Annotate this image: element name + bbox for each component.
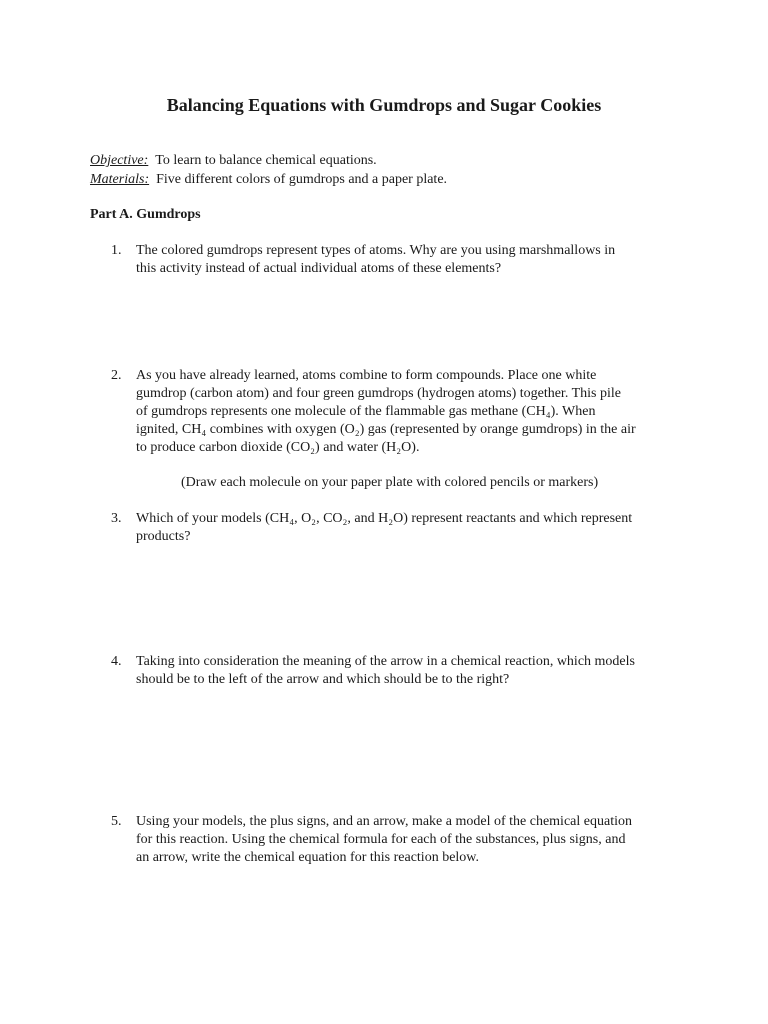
question-2-text	[136, 367, 681, 457]
question-2-number: 2.	[111, 368, 122, 383]
materials-line	[90, 171, 447, 189]
question-2-line: of gumdrops represents one molecule of the flammable gas methane (CH₄). When	[136, 404, 596, 419]
question-5-line: for this reaction. Using the chemical formula for each of the substances, plus signs, and	[136, 832, 626, 847]
question-5-text	[136, 813, 681, 867]
question-2-line: ignited, CH₄ combines with oxygen (O₂) gas (represented by orange gumdrops) in the air	[136, 422, 636, 437]
question-2-line: As you have already learned, atoms combine to form compounds. Place one white	[136, 368, 597, 383]
materials-label: Materials:	[90, 172, 150, 187]
question-5-number: 5.	[111, 814, 122, 829]
objective-text: To learn to balance chemical equations.	[155, 153, 377, 168]
page-title: Balancing Equations with Gumdrops and Sugar Cookies	[166, 95, 602, 115]
question-3-line: Which of your models (CH₄, O₂, CO₂, and H₂O) represent reactants and which represent	[136, 511, 633, 526]
question-1-number: 1.	[111, 243, 122, 258]
part-a-heading: Part A. Gumdrops	[90, 207, 201, 222]
question-1-line: The colored gumdrops represent types of atoms. Why are you using marshmallows in	[136, 243, 616, 258]
draw-instruction-note: (Draw each molecule on your paper plate with colored pencils or markers)	[181, 475, 599, 490]
question-2-line: gumdrop (carbon atom) and four green gumdrops (hydrogen atoms) together. This pile	[136, 386, 621, 401]
question-4-text	[136, 653, 681, 689]
objective-line	[90, 152, 377, 170]
objective-label: Objective:	[90, 153, 149, 168]
materials-text: Five different colors of gumdrops and a paper plate.	[156, 172, 448, 187]
question-5-line: Using your models, the plus signs, and an arrow, make a model of the chemical equation	[136, 814, 632, 829]
question-1-text	[136, 242, 681, 278]
question-5-line: an arrow, write the chemical equation for this reaction below.	[136, 850, 479, 865]
question-4-line: should be to the left of the arrow and which should be to the right?	[136, 672, 510, 687]
question-3-number: 3.	[111, 511, 122, 526]
question-1-line: this activity instead of actual individual atoms of these elements?	[136, 261, 502, 276]
question-3-line: products?	[136, 529, 191, 544]
question-4-line: Taking into consideration the meaning of the arrow in a chemical reaction, which models	[136, 654, 635, 669]
question-2-line: to produce carbon dioxide (CO₂) and water (H₂O).	[136, 440, 420, 455]
question-3-text	[136, 510, 681, 546]
question-4-number: 4.	[111, 654, 122, 669]
